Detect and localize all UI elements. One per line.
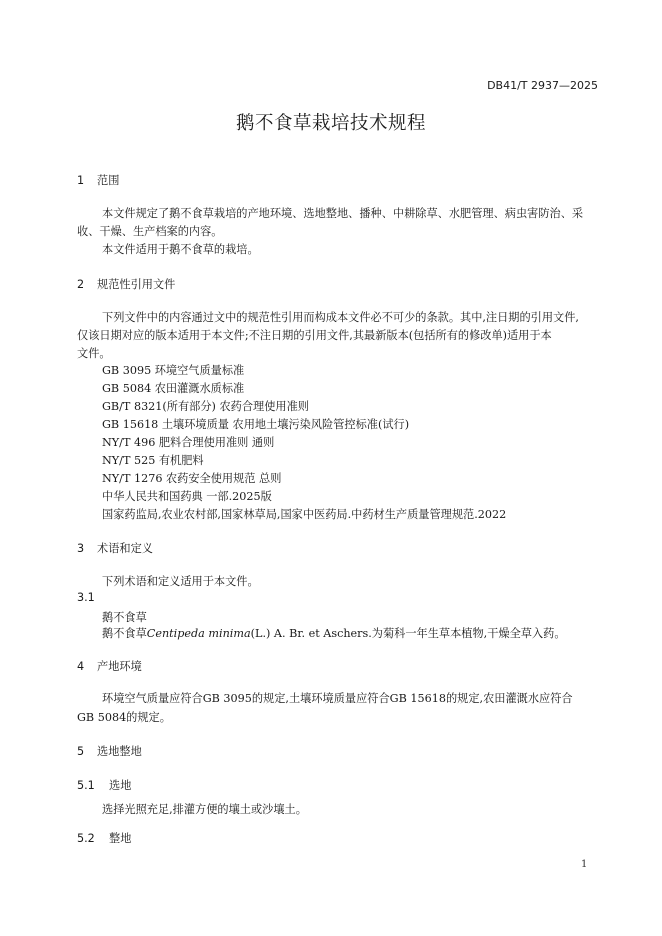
section-heading-2 bbox=[77, 276, 175, 292]
section-title: 选地整地 bbox=[97, 745, 142, 758]
section-number: 3 bbox=[77, 542, 85, 555]
section-title: 术语和定义 bbox=[97, 542, 153, 555]
definition-suffix: (L.) A. Br. et Aschers.为菊科一年生草本植物,干燥全草入药。 bbox=[250, 627, 566, 640]
paragraph-line: 选择光照充足,排灌方便的壤土或沙壤土。 bbox=[102, 803, 307, 816]
paragraph-line: 收、干燥、生产档案的内容。 bbox=[77, 225, 223, 238]
reference-item: NY/T 496 肥料合理使用准则 通则 bbox=[102, 436, 275, 449]
term-number: 3.1 bbox=[77, 591, 95, 604]
reference-item: GB 5084 农田灌溉水质标准 bbox=[102, 382, 245, 395]
section-heading-5 bbox=[77, 743, 142, 759]
paragraph-line: 环境空气质量应符合GB 3095的规定,土壤环境质量应符合GB 15618的规定,农田灌溉水应符合 bbox=[102, 692, 573, 705]
section-heading-1 bbox=[77, 172, 119, 188]
paragraph-line: 本文件适用于鹅不食草的栽培。 bbox=[102, 243, 259, 256]
section-heading-4 bbox=[77, 658, 142, 674]
subsection-number: 5.2 bbox=[77, 832, 95, 845]
reference-item: 中华人民共和国药典 一部.2025版 bbox=[102, 490, 272, 503]
section-title: 产地环境 bbox=[97, 660, 142, 673]
subsection-heading-5-1 bbox=[77, 777, 131, 793]
reference-item: 国家药监局,农业农村部,国家林草局,国家中医药局.中药材生产质量管理规范.2022 bbox=[102, 508, 507, 521]
paragraph-line: 下列文件中的内容通过文中的规范性引用而构成本文件必不可少的条款。其中,注日期的引用文件, bbox=[102, 311, 579, 324]
paragraph-line: 本文件规定了鹅不食草栽培的产地环境、选地整地、播种、中耕除草、水肥管理、病虫害防治、采 bbox=[102, 207, 584, 220]
subsection-number: 5.1 bbox=[77, 779, 95, 792]
paragraph-line: 下列术语和定义适用于本文件。 bbox=[102, 575, 259, 588]
latin-name: Centipeda minima bbox=[146, 627, 251, 640]
section-heading-3 bbox=[77, 540, 153, 556]
section-title: 规范性引用文件 bbox=[97, 278, 176, 291]
reference-item: GB 3095 环境空气质量标准 bbox=[102, 364, 245, 377]
paragraph-line: 文件。 bbox=[77, 347, 111, 360]
section-number: 4 bbox=[77, 660, 85, 673]
subsection-title: 整地 bbox=[109, 832, 132, 845]
reference-item: NY/T 1276 农药安全使用规范 总则 bbox=[102, 472, 282, 485]
paragraph-line: GB 5084的规定。 bbox=[77, 711, 171, 724]
term-definition bbox=[102, 624, 566, 644]
subsection-title: 选地 bbox=[109, 779, 132, 792]
document-title: 鹅不食草栽培技术规程 bbox=[235, 113, 426, 134]
term-name: 鹅不食草 bbox=[102, 611, 147, 624]
reference-item: NY/T 525 有机肥料 bbox=[102, 454, 204, 467]
reference-item: GB 15618 土壤环境质量 农用地土壤污染风险管控标准(试行) bbox=[102, 418, 410, 431]
section-title: 范围 bbox=[97, 174, 120, 187]
section-number: 5 bbox=[77, 745, 85, 758]
definition-prefix: 鹅不食草 bbox=[102, 627, 147, 640]
page-number: 1 bbox=[581, 859, 588, 870]
reference-item: GB/T 8321(所有部分) 农药合理使用准则 bbox=[102, 400, 309, 413]
section-number: 1 bbox=[77, 174, 85, 187]
document-number: DB41/T 2937—2025 bbox=[487, 79, 598, 92]
subsection-heading-5-2 bbox=[77, 830, 131, 846]
paragraph-line: 仅该日期对应的版本适用于本文件;不注日期的引用文件,其最新版本(包括所有的修改单)适用于本 bbox=[77, 329, 552, 342]
section-number: 2 bbox=[77, 278, 85, 291]
